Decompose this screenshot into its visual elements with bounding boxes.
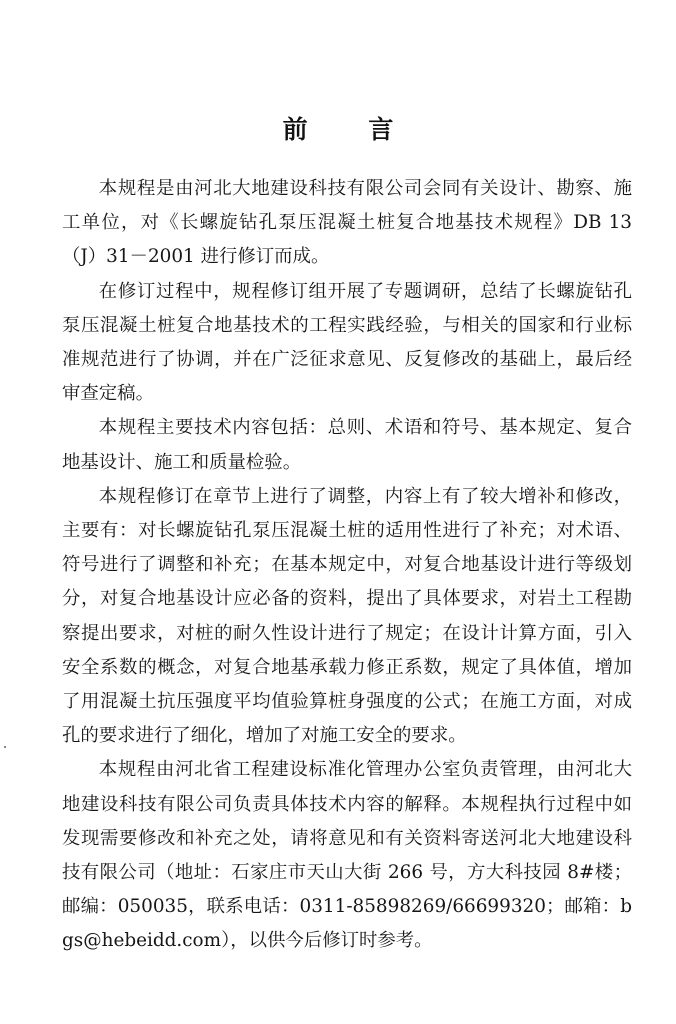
paragraph-revision-changes: 本规程修订在章节上进行了调整，内容上有了较大增补和修改，主要有：对长螺旋钻孔泵压混凝土桩的适用性进行了补充；对术语、符号进行了调整和补充；在基本规定中，对复合地基设计进行等级划分，对复合地基设计应必备的资料，提出了具体要求，对岩土工程勘察提出要求，对桩的耐久性设计进行了规定；在设计计算方面，引入安全系数的概念，对复合地基承载力修正系数，规定了具体值，增加了用混凝土抗压强度平均值验算桩身强度的公式；在施工方面，对成孔的要求进行了细化，增加了对施工安全的要求。 — [62, 485, 632, 747]
paragraph-management-contact: 本规程由河北省工程建设标准化管理办公室负责管理，由河北大地建设科技有限公司负责具体技术内容的解释。本规程执行过程中如发现需要修改和补充之处，请将意见和有关资料寄送河北大地建设科技有限公司（地址：石家庄市天山大街 266 号，方大科技园 8#楼；邮编：050035，联系电话：0311-85898269/66699320；邮箱：bgs@hebeidd.com），以供今后修订时参考。 — [62, 759, 632, 952]
paragraph-main-content: 本规程主要技术内容包括：总则、术语和符号、基本规定、复合地基设计、施工和质量检验。 — [62, 417, 632, 473]
paragraph-revision-source: 本规程是由河北大地建设科技有限公司会同有关设计、勘察、施工单位，对《长螺旋钻孔泵压混凝土桩复合地基技术规程》DB 13（J）31－2001 进行修订而成。 — [62, 178, 632, 268]
page-title: 前 言 — [282, 115, 420, 144]
preface-body — [62, 172, 632, 959]
paragraph-revision-process: 在修订过程中，规程修订组开展了专题调研，总结了长螺旋钻孔泵压混凝土桩复合地基技术的工程实践经验，与相关的国家和行业标准规范进行了协调，并在广泛征求意见、反复修改的基础上，最后经审查定稿。 — [62, 280, 632, 405]
scan-mark — [4, 746, 6, 748]
